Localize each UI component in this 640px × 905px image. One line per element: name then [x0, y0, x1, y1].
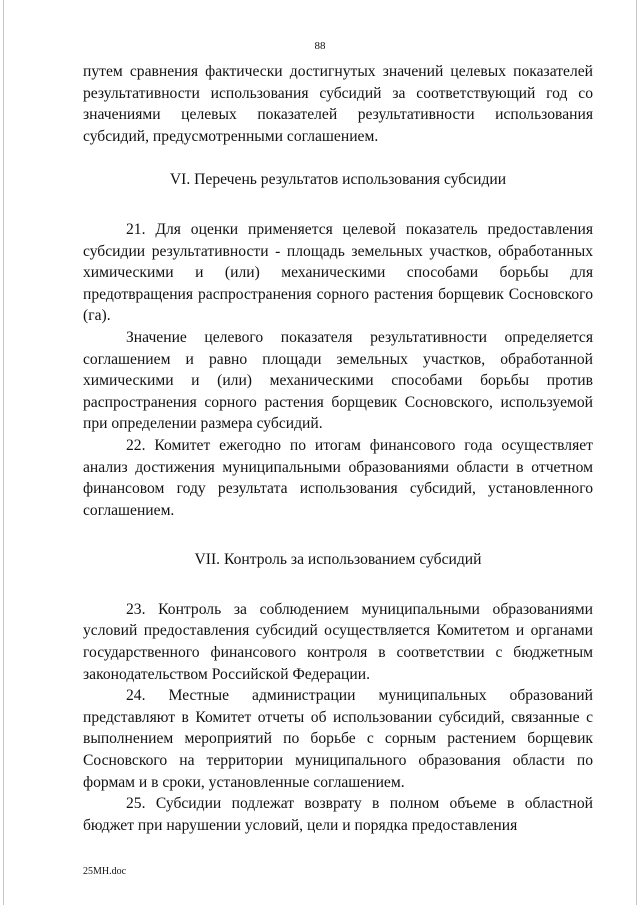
- section-heading-7: VII. Контроль за использованием субсидий: [194, 551, 482, 569]
- section-6-body: [83, 219, 593, 521]
- section-7-body: [83, 599, 593, 837]
- document-body: [83, 61, 593, 836]
- paragraph-23: 23. Контроль за соблюдением муниципальными образованиями условий предоставления субсидий осуществляется Комитетом и органами государственного финансового контроля в соответствии с бюджетным законодательством Российской Федерации.: [83, 600, 593, 683]
- paragraph-21: 21. Для оценки применяется целевой показатель предоставления субсидии результативности - площадь земельных участков, обработанных химическими и (или) механическими способами борьбы для предотвращения распространения сорного растения борщевик Сосновского (га).: [83, 220, 593, 325]
- right-scan-edge: [636, 0, 637, 905]
- paragraph-indicator-value: Значение целевого показателя результативности определяется соглашением и равно площади земельных участков, обработанной химическими и (или) механическими способами борьбы против распространения сорного растения борщевик Сосновского, используемой при определении размера субсидий.: [83, 328, 593, 433]
- left-scan-edge: [3, 0, 4, 905]
- paragraph-22: 22. Комитет ежегодно по итогам финансового года осуществляет анализ достижения муниципальными образованиями области в отчетном финансовом году результата использования субсидий, установленного соглашением.: [83, 436, 593, 519]
- paragraph-continuation: путем сравнения фактически достигнутых значений целевых показателей результативности использования субсидий за соответствующий год со значениями целевых показателей результативности использования субсидий, предусмотренными соглашением.: [83, 63, 593, 145]
- paragraph-25: 25. Субсидии подлежат возврату в полном объеме в областной бюджет при нарушении условий, цели и порядка предоставления: [83, 795, 593, 834]
- footer-filename: 25МН.doc: [83, 866, 127, 877]
- paragraph-24: 24. Местные администрации муниципальных образований представляют в Комитет отчеты об использовании субсидий, связанные с выполнением мероприятий по борьбе с сорным растением борщевик Сосновского на территории муниципального образования области по формам и в сроки, установленные соглашением.: [83, 687, 593, 791]
- page-number: 88: [314, 40, 326, 52]
- section-heading-6: VI. Перечень результатов использования субсидии: [169, 171, 507, 189]
